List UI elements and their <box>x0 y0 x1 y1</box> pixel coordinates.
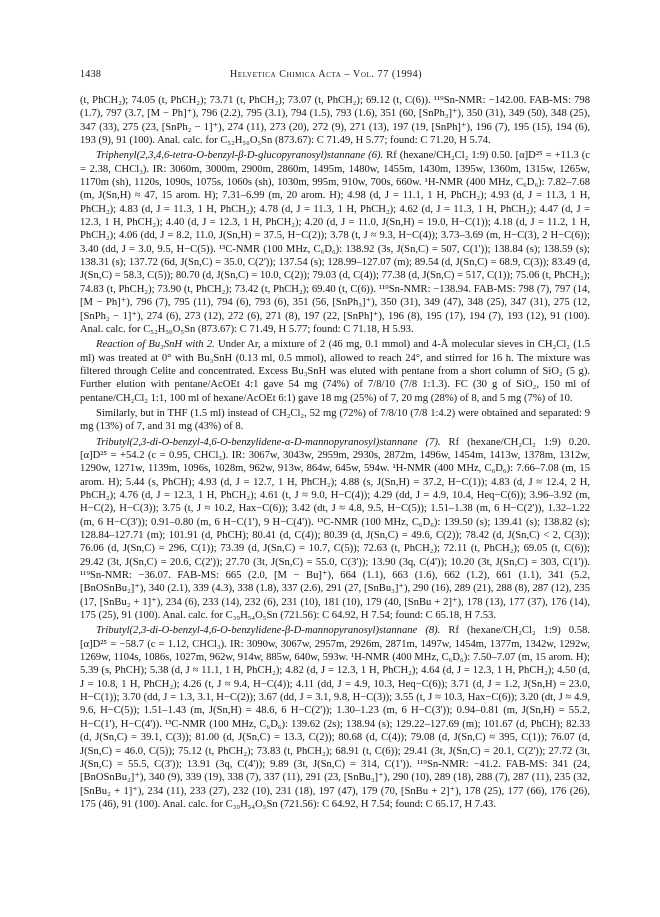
paragraph-compound-6 <box>80 149 590 336</box>
paragraph-text: (t, PhCH₂); 74.05 (t, PhCH₂); 73.71 (t, PhCH₂); 73.07 (t, PhCH₂); 69.12 (t, C(6)). ¹¹⁹Sn-NMR: −142.00. FAB-MS: 798 (1.7), 797 (3.7, [M − Ph]⁺), 796 (2.2), 795 (3.1), 794 (1.5), 793 (1.6), 351 (60, [SnPh₃]⁺), 350 (31), 349 (50), 348 (25), 347 (33), 275 (23, [SnPh₂ − 1]⁺), 274 (11), 273 (20), 272 (9), 271 (13), 197 (19, [SnPh]⁺), 196 (7), 195 (15), 194 (6), 193 (9), 91 (100). Anal. calc. for C₅₂H₅₀O₅Sn (873.67): C 71.49, H 5.77; found: C 71.20, H 5.74. <box>80 95 590 147</box>
paragraph-compound-7 <box>80 436 590 623</box>
section-title: Reaction of Bu₃SnH with 2. <box>96 339 215 351</box>
page-number: 1438 <box>80 69 102 80</box>
paragraph-text: Under Ar, a mixture of 2 (46 mg, 0.1 mmol) and 4-Å molecular sieves in CH₂Cl₂ (1.5 ml) was treated at 0° with Bu₃SnH (0.13 ml, 0.5 mmol), allowed to reach 24°, and stirred for 16 h. The mixture was filtered through Celite and concentrated. Excess Bu₃SnH was eluted with pentane from a short column of SiO₂ (5 g). Further elution with pentane/AcOEt 4:1 gave 54 mg (74%) of 7/8/10 (7/8 1:1.3). FC (30 g of SiO₂, 150 ml of pentane/CH₂Cl₂ 1:1, 100 ml of hexane/AcOEt 6:1) gave 18 mg (25%) of 7, 20 mg (28%) of 8, and 5 mg (7%) of 10. <box>80 339 590 404</box>
running-header <box>80 68 590 90</box>
journal-title: Helvetica Chimica Acta – Vol. 77 (1994) <box>230 69 423 80</box>
paragraph-text: Similarly, but in THF (1.5 ml) instead of CH₂Cl₂, 52 mg (72%) of 7/8/10 (7/8 1:4.2) were obtained and separated: 9 mg (13%) of 7, and 31 mg (43%) of 8. <box>80 407 590 433</box>
compound-title: Triphenyl(2,3,4,6-tetra-O-benzyl-β-D-glucopyranosyl)stannane (6). <box>96 150 384 162</box>
article-page <box>80 68 590 858</box>
compound-title: Tributyl(2,3-di-O-benzyl-4,6-O-benzylidene-β-D-mannopyranosyl)stannane (8). <box>96 625 441 637</box>
paragraph-text: Rf (hexane/CH₂Cl₂ 1:9) 0.50. [α]D²⁵ = +11.3 (c = 2.38, CHCl₃). IR: 3060m, 3000m, 2900m, 2860m, 1495m, 1480w, 1455m, 1430m, 1395w, 1360m, 1315w, 1265w, 1170m (sh), 1120s, 1090s, 1075s, 1060s (sh), 1030m, 995m, 910w, 700s, 660w. ¹H-NMR (400 MHz, C₆D₆): 7.82–7.68 (m, J(Sn,H) ≈ 47, 15 arom. H); 7.31–6.99 (m, 20 arom. H); 4.98 (d, J = 11.1, 1 H, PhCH₂); 4.93 (d, J = 11.3, 1 H, PhCH₂); 4.83 (d, J = 11.3, 1 H, PhCH₂); 4.78 (d, J = 11.3, 1 H, PhCH₂); 4.62 (d, J = 11.3, 1 H, PhCH₂); 4.47 (d, J = 12.3, 1 H, PhCH₂); 4.40 (d, J = 12.3, 1 H, PhCH₂); 4.20 (d, J = 11.0, J(Sn,H) = 19.0, H−C(1)); 4.18 (d, J = 11.2, 1 H, PhCH₂); 4.06 (dd, J = 8.2, 11.0, J(Sn,H) = 37.5, H−C(2)); 3.78 (t, J ≈ 9.3, H−C(4)); 3.73–3.69 (m, H−C(3), 2 H−C(6)); 3.40 (dd, J = 3.0, 9.5, H−C(5)). ¹³C-NMR (100 MHz, C₆D₆): 138.92 (3s, J(Sn,C) = 507, C(1')); 138.84 (s); 138.59 (s); 138.31 (s); 137.72 (6d, J(Sn,C) = 35.0, C(2')); 137.54 (s); 128.99–127.07 (m); 89.54 (d, J(Sn,C) = 68.9, C(3)); 83.49 (d, J(Sn,C) = 58.3, C(5)); 80.70 (d, J(Sn,C) = 10.0, C(2)); 79.03 (d, C(4)); 77.38 (d, J(Sn,C) = 517, C(1)); 75.06 (t, PhCH₂); 74.83 (t, PhCH₂); 73.90 (t, PhCH₂); 73.42 (t, PhCH₂); 69.40 (t, C(6)). ¹¹⁹Sn-NMR: −138.94. FAB-MS: 798 (7), 797 (14, [M − Ph]⁺), 796 (7), 795 (11), 794 (6), 793 (6), 351 (56, [SnPh₃]⁺), 350 (31), 349 (47), 348 (25), 347 (31), 275 (12, [SnPh₂ − 1]⁺), 274 (6), 273 (12), 272 (6), 271 (8), 197 (22, [SnPh]⁺), 196 (8), 195 (17), 194 (7), 193 (12), 91 (100). Anal. calc. for C₅₂H₅₀O₅Sn (873.67): C 71.49, H 5.77; found: C 71.18, H 5.93. <box>80 150 590 335</box>
paragraph-text: Rf (hexane/CH₂Cl₂ 1:9) 0.20. [α]D²⁵ = +54.2 (c = 0.95, CHCl₃). IR: 3067w, 3043w, 2959m, 2930s, 2872m, 1496w, 1454m, 1413w, 1378m, 1312w, 1290w, 1271w, 1139m, 1096s, 1028m, 962w, 913w, 864w, 645w, 594w. ¹H-NMR (400 MHz, C₆D₆): 7.66–7.08 (m, 15 arom. H); 5.44 (s, PhCH); 4.93 (d, J = 12.7, 1 H, PhCH₂); 4.88 (s, J(Sn,H) = 37.2, H−C(1)); 4.83 (d, J ≈ 12.4, 2 H, PhCH₂); 4.76 (d, J = 12.3, 1 H, PhCH₂); 4.61 (t, J ≈ 9.0, H−C(4)); 4.29 (dd, J = 4.9, 10.4, Heq−C(6)); 3.96–3.92 (m, H−C(2), H−C(3)); 3.75 (t, J ≈ 10.2, Hax−C(6)); 3.42 (dt, J ≈ 4.8, 9.5, H−C(5)); 1.51–1.38 (m, 6 H−C(2')), 1.32–1.22 (m, 6 H−C(3')); 0.91–0.80 (m, 6 H−C(1'), 9 H−C(4')). ¹³C-NMR (100 MHz, C₆D₆): 139.50 (s); 139.41 (s); 138.82 (s); 128.84–127.71 (m); 101.91 (d, PhCH); 80.41 (d, C(4)); 80.39 (d, J(Sn,C) = 49.6, C(2)); 78.42 (d, J(Sn,C) < 2, C(3)); 76.06 (d, J(Sn,C) = 296, C(1)); 73.39 (d, J(Sn,C) = 10.7, C(5)); 72.63 (t, PhCH₂); 72.11 (t, PhCH₂); 69.05 (t, C(6)); 29.42 (3t, J(Sn,C) = 20.6, C(2')); 27.70 (3t, J(Sn,C) = 55.0, C(3')); 13.90 (3q, C(4')); 10.20 (3t, J(Sn,C) = 303, C(1')). ¹¹⁹Sn-NMR: −36.07. FAB-MS: 665 (2.0, [M − Bu]⁺), 664 (1.1), 663 (1.6), 662 (1.2), 661 (1.1), 341 (5.2, [BnOSnBu₂]⁺), 340 (2.1), 339 (4.3), 338 (1.8), 337 (2.6), 291 (27, [SnBu₃]⁺), 290 (16), 289 (21), 288 (8), 287 (12), 235 (17, [SnBu₂ + 1]⁺), 234 (6), 233 (14), 232 (6), 231 (10), 181 (10), 179 (40, [SnBu + 2]⁺), 178 (13), 177 (37), 176 (14), 175 (25), 91 (100). Anal. calc. for C₃₉H₅₄O₅Sn (721.56): C 64.92, H 7.54; found: C 65.18, H 7.53. <box>80 436 590 622</box>
paragraph-reaction <box>80 338 590 405</box>
paragraph-continued-data <box>80 94 590 147</box>
paragraph-text: Rf (hexane/CH₂Cl₂ 1:9) 0.58. [α]D²⁵ = −58.7 (c = 1.12, CHCl₃). IR: 3090w, 3067w, 2957m, 2926m, 2871m, 1497w, 1454m, 1377m, 1342w, 1292w, 1269w, 1104s, 1086s, 1027m, 962w, 914w, 885w, 640w, 593w. ¹H-NMR (400 MHz, C₆D₆): 7.50–7.07 (m, 15 arom. H); 5.39 (s, PhCH); 5.38 (d, J ≈ 11.1, 1 H, PhCH₂); 4.82 (d, J = 12.3, 1 H, PhCH₂); 4.64 (d, J = 12.3, 1 H, PhCH₂); 4.50 (d, J = 10.8, 1 H, PhCH₂); 4.26 (t, J ≈ 9.4, H−C(4)); 4.11 (dd, J = 4.9, 10.3, Heq−C(6)); 3.71 (d, J = 1.2, J(Sn,H) = 23.0, H−C(1)); 3.70 (dd, J = 1.3, 3.1, H−C(2)); 3.67 (dd, J = 3.1, 9.8, H−C(3)); 3.55 (t, J ≈ 10.3, Hax−C(6)); 3.20 (dt, J ≈ 4.9, 9.6, H−C(5)); 1.51–1.43 (m, J(Sn,H) = 48.6, 6 H−C(2')); 1.30–1.23 (m, 6 H−C(3')); 0.94–0.81 (m, J(Sn,H) = 55.2, H−C(1'), H−C(4')). ¹³C-NMR (100 MHz, C₆D₆): 139.62 (2s); 138.94 (s); 129.22–127.69 (m); 101.67 (d, PhCH); 82.33 (d, J(Sn,C) = 39.1, C(3)); 81.00 (d, J(Sn,C) = 13.3, C(2)); 80.68 (d, C(4)); 79.08 (d, J(Sn,C) ≈ 395, C(1)); 76.07 (d, J(Sn,C) = 46.0, C(5)); 75.12 (t, PhCH₂); 73.83 (t, PhCH₂); 68.91 (t, C(6)); 29.41 (3t, J(Sn,C) = 20.1, C(2')); 27.72 (3t, J(Sn,C) = 55.5, C(3')); 13.91 (3q, C(4')); 9.89 (3t, J(Sn,C) = 314, C(1')). ¹¹⁹Sn-NMR: −41.2. FAB-MS: 341 (24, [BnOSnBu₂]⁺), 340 (9), 339 (19), 338 (7), 337 (11), 291 (23, [SnBu₃]⁺), 290 (10), 289 (18), 288 (7), 287 (11), 235 (32, [SnBu₂ + 1]⁺), 234 (11), 233 (27), 232 (10), 231 (18), 197 (47), 179 (70, [SnBu + 2]⁺), 178 (25), 177 (66), 176 (26), 175 (46), 91 (100). Anal. calc. for C₃₉H₅₄O₅Sn (721.56): C 64.92, H 7.54; found: C 65.17, H 7.43. <box>80 625 590 810</box>
compound-title: Tributyl(2,3-di-O-benzyl-4,6-O-benzylidene-α-D-mannopyranosyl)stannane (7). <box>96 436 441 448</box>
paragraph-similarly <box>80 407 590 434</box>
paragraph-compound-8 <box>80 624 590 811</box>
